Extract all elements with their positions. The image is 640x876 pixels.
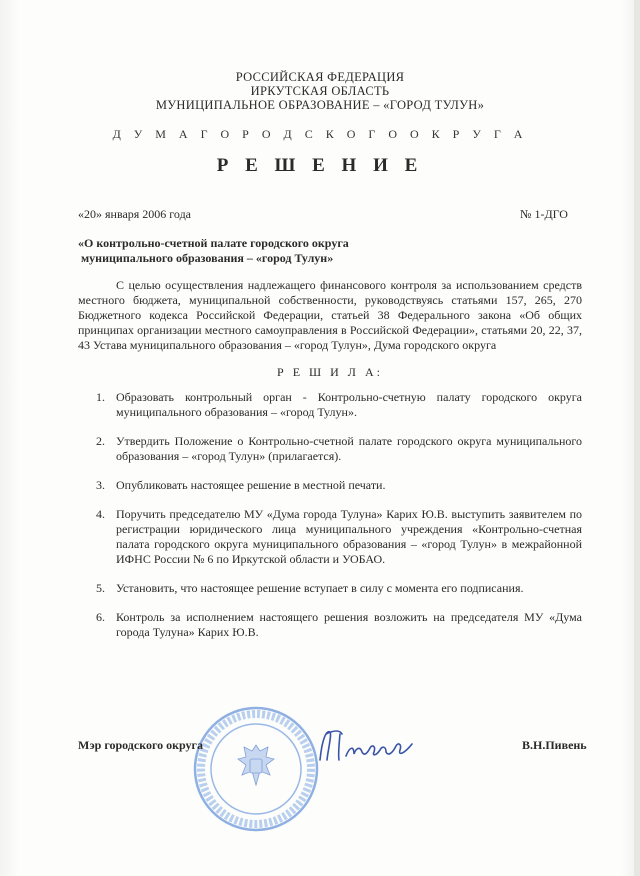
- item-text: Контроль за исполнением настоящего решения возложить на председателя МУ «Дума города Тулуна» Карих Ю.В.: [116, 610, 582, 639]
- document-type: Р Е Ш Е Н И Е: [216, 155, 424, 176]
- decided-heading: Р Е Ш И Л А:: [277, 365, 383, 379]
- eagle-emblem-icon: [238, 745, 274, 785]
- item-text: Установить, что настоящее решение вступает в силу с момента его подписания.: [116, 581, 524, 595]
- item-number: 1.: [96, 390, 105, 404]
- item-text: Образовать контрольный орган - Контрольно-счетную палату городского округа муниципального образования – «город Тулун».: [116, 390, 582, 419]
- document-number: № 1-ДГО: [520, 207, 568, 221]
- document-title: [78, 236, 438, 266]
- list-item: [78, 390, 582, 420]
- header-municipality: МУНИЦИПАЛЬНОЕ ОБРАЗОВАНИЕ – «ГОРОД ТУЛУН»: [155, 98, 485, 112]
- item-number: 6.: [96, 610, 105, 624]
- item-text: Поручить председателю МУ «Дума города Тулуна» Карих Ю.В. выступить заявителем по регистрации юридического лица муниципального учреждения «Контрольно-счетная палата городского округа муниципального образования – «город Тулун» в межрайонной ИФНС России № 6 по Иркутской области и УОБАО.: [116, 507, 582, 566]
- title-line-1: «О контрольно-счетной палате городского округа: [78, 236, 349, 250]
- signatory-role: Мэр городского округа: [78, 738, 203, 752]
- item-number: 3.: [96, 478, 105, 492]
- signatory-name: В.Н.Пивень: [522, 738, 587, 752]
- preamble: С целью осуществления надлежащего финансового контроля за использованием средств местного бюджета, муниципальной собственности, руководствуясь статьями 157, 265, 270 Бюджетного кодекса Российской Федерации, статьей 38 Федерального закона «Об общих принципах организации местного самоуправления в Российской Федерации», статьями 20, 22, 37, 43 Устава муниципального образования – «город Тулун», Дума городского округа: [78, 278, 582, 352]
- title-line-2: муниципального образования – «город Тулун»: [78, 251, 334, 265]
- item-text: Опубликовать настоящее решение в местной печати.: [116, 478, 386, 492]
- list-item: [78, 434, 582, 464]
- item-number: 4.: [96, 507, 105, 521]
- item-number: 2.: [96, 434, 105, 448]
- header-region: ИРКУТСКАЯ ОБЛАСТЬ: [250, 84, 390, 98]
- handwritten-signature: [312, 720, 432, 770]
- list-item: [78, 478, 582, 493]
- resolution-list: [78, 390, 582, 640]
- item-text: Утвердить Положение о Контрольно-счетной палате городского округа муниципального образования – «город Тулун» (прилагается).: [116, 434, 582, 463]
- issuing-body: Д У М А Г О Р О Д С К О Г О О К Р У Г А: [112, 127, 528, 141]
- document-date: «20» января 2006 года: [78, 207, 192, 221]
- item-number: 5.: [96, 581, 105, 595]
- official-stamp: [192, 705, 320, 833]
- list-item: [78, 507, 582, 567]
- header-country: РОССИЙСКАЯ ФЕДЕРАЦИЯ: [235, 70, 405, 84]
- list-item: [78, 581, 582, 596]
- list-item: [78, 610, 582, 640]
